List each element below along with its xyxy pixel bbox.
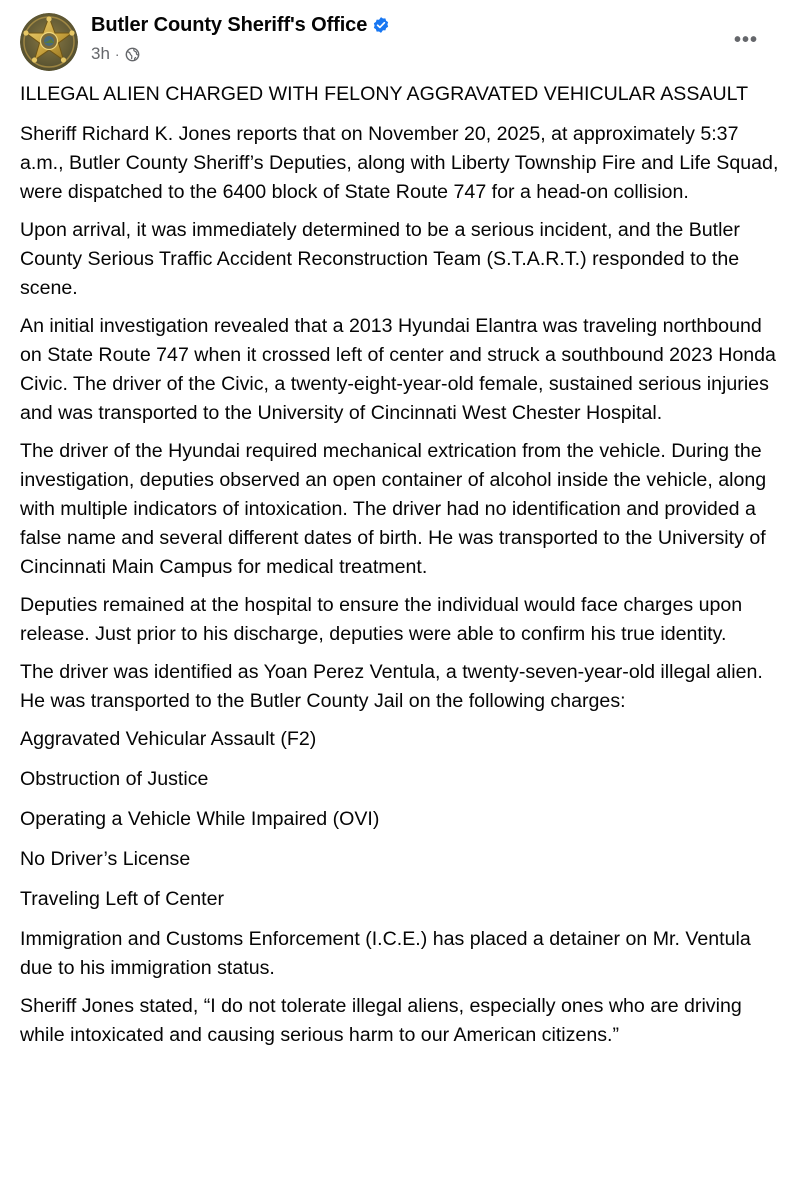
- post-paragraph: Upon arrival, it was immediately determined to be a serious incident, and the Butler County Serious Traffic Accident Reconstruction Team (S.T.A.R.T.) responded to the scene.: [20, 219, 740, 299]
- verified-badge-icon: [372, 16, 390, 34]
- charge-item: Obstruction of Justice: [20, 768, 209, 790]
- page-avatar[interactable]: [20, 13, 78, 71]
- post-body: [20, 80, 780, 1059]
- charge-item: Operating a Vehicle While Impaired (OVI): [20, 808, 380, 830]
- globe-icon[interactable]: [125, 47, 140, 62]
- post-title: ILLEGAL ALIEN CHARGED WITH FELONY AGGRAVATED VEHICULAR ASSAULT: [20, 83, 749, 105]
- page-name[interactable]: Butler County Sheriff's Office: [91, 13, 368, 36]
- post-timestamp[interactable]: 3h: [91, 44, 110, 63]
- post-paragraph: Deputies remained at the hospital to ensure the individual would face charges upon release. Just prior to his discharge, deputies were able to confirm his true identity.: [20, 594, 743, 645]
- post-paragraph: Sheriff Jones stated, “I do not tolerate illegal aliens, especially ones who are driving while intoxicated and causing serious harm to our American citizens.”: [20, 995, 742, 1046]
- post-paragraph: The driver of the Hyundai required mechanical extrication from the vehicle. During the investigation, deputies observed an open container of alcohol inside the vehicle, along with multiple indicators of intoxication. The driver had no identification and provided a false name and several different dates of birth. He was transported to the University of Cincinnati Main Campus for medical treatment.: [20, 440, 767, 578]
- more-options-button[interactable]: [724, 22, 768, 58]
- post-paragraph: An initial investigation revealed that a 2013 Hyundai Elantra was traveling northbound on State Route 747 when it crossed left of center and struck a southbound 2023 Honda Civic. The driver of the Civic, a twenty-eight-year-old female, sustained serious injuries and was transported to the University of Cincinnati West Chester Hospital.: [20, 315, 776, 424]
- charge-item: Aggravated Vehicular Assault (F2): [20, 728, 317, 750]
- post-paragraph: The driver was identified as Yoan Perez Ventula, a twenty-seven-year-old illegal alien. He was transported to the Butler County Jail on the following charges:: [20, 661, 763, 712]
- post-meta: [91, 43, 140, 65]
- page-name-row: [91, 12, 390, 38]
- post-paragraph: Immigration and Customs Enforcement (I.C.E.) has placed a detainer on Mr. Ventula due to his immigration status.: [20, 928, 751, 979]
- post-paragraph: Sheriff Richard K. Jones reports that on November 20, 2025, at approximately 5:37 a.m., Butler County Sheriff’s Deputies, along with Liberty Township Fire and Life Squad, were dispatched to the 6400 block of State Route 747 for a head-on collision.: [20, 123, 779, 203]
- charge-item: Traveling Left of Center: [20, 888, 225, 910]
- post-header: [0, 0, 789, 80]
- more-options-icon: •••: [733, 29, 758, 51]
- sheriff-star-logo-icon: [20, 13, 78, 71]
- charge-item: No Driver’s License: [20, 848, 191, 870]
- meta-separator: ·: [114, 46, 120, 62]
